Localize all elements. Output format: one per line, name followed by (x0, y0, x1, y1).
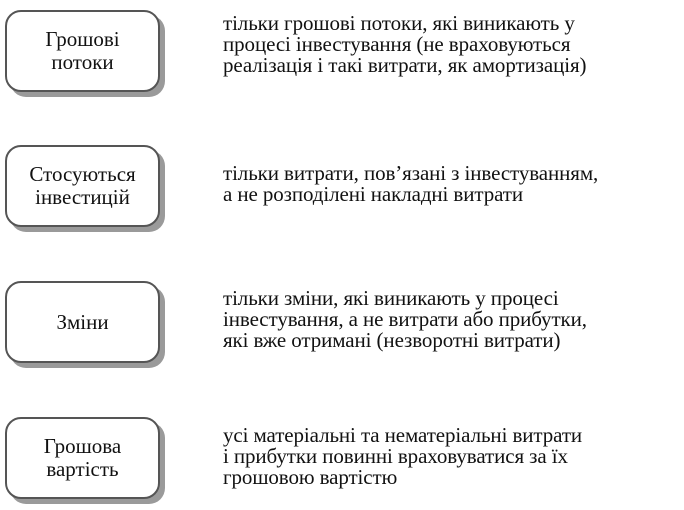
principle-label: Стосуються інвестицій (29, 162, 136, 209)
principle-box-cash-flows (5, 10, 160, 92)
principle-description: тільки витрати, пов’язані з інвестуванням, а не розподілені накладні витрати (223, 161, 599, 206)
principle-box-investment-related (5, 145, 160, 227)
principle-label: Грошові потоки (45, 27, 120, 74)
principle-box-monetary-value (5, 417, 160, 499)
principle-description: тільки грошові потоки, які виникають у процесі інвестування (не враховуються реалізація і такі витрати, як амортизація) (223, 11, 587, 77)
principle-label: Грошова вартість (43, 434, 122, 481)
principle-description: тільки зміни, які виникають у процесі інвестування, а не витрати або прибутки, які вже отримані (незворотні витрати) (223, 286, 587, 352)
principle-description: усі матеріальні та нематеріальні витрати і прибутки повинні враховуватися за їх грошовою вартістю (223, 423, 583, 489)
principle-label: Зміни (56, 309, 109, 334)
principle-box-changes (5, 281, 160, 363)
